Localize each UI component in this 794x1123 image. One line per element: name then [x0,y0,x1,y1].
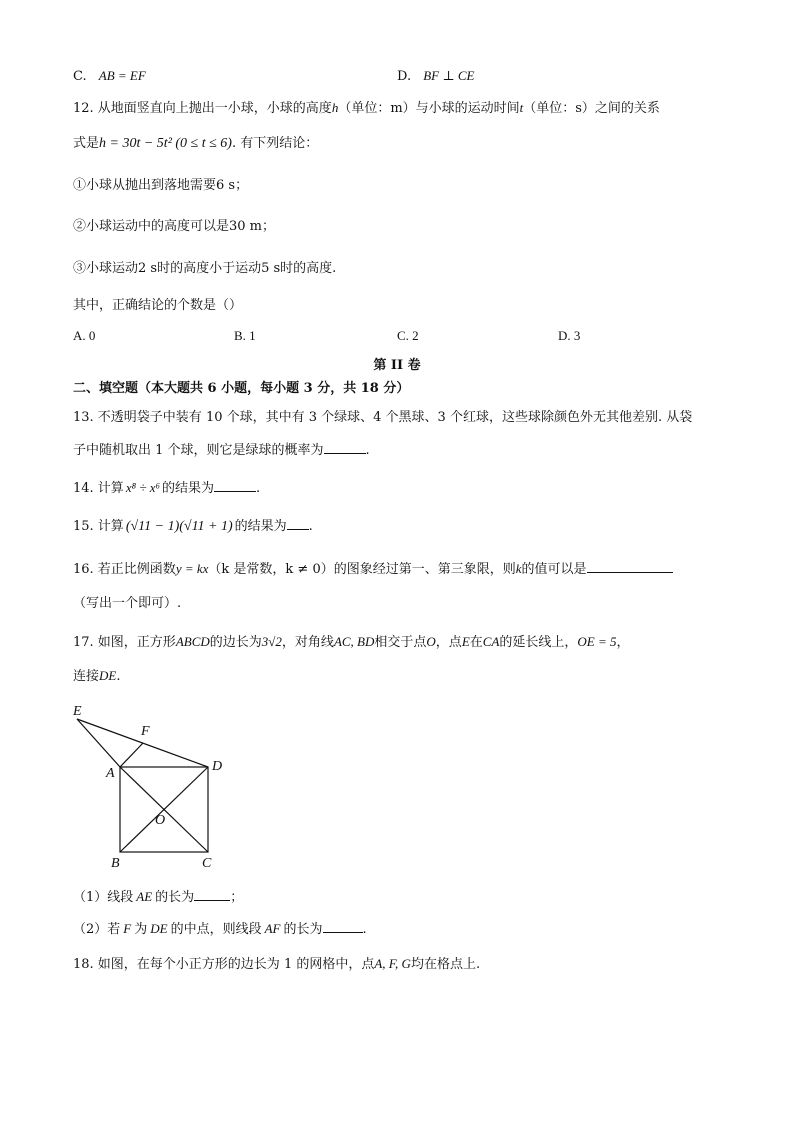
segment-de: DE [150,921,168,936]
text: 18. 如图，在每个小正方形的边长为 1 的网格中，点 [73,957,375,972]
q13-line1: 13. 不透明袋子中装有 10 个球，其中有 3 个绿球、4 个黑球、3 个红球，这些球除颜色外无其他差别. 从袋 [73,410,693,425]
text: . [116,669,121,684]
text: 16. 若正比例函数 [73,562,176,577]
q17-sub2 [73,918,367,940]
option-label: C. [73,69,87,84]
text: 17. 如图，正方形 [73,635,176,650]
label-f: F [141,724,150,739]
text: 的延长线上， [499,635,578,650]
answer-blank[interactable] [287,515,309,530]
point-f: F [123,921,132,936]
q12-line1 [73,98,660,119]
segment-ae: AE [136,889,153,904]
q17-sub1 [73,886,243,908]
label-c: C [202,856,212,871]
square-diagram [66,700,236,872]
points: A, F, G [374,956,411,971]
text: （单位：m）与小球的运动时间 [338,101,520,116]
text: . 有下列结论： [231,136,319,151]
text: （1）线段 [73,890,134,905]
label-e: E [73,704,82,719]
answer-blank[interactable] [587,558,673,573]
q17-line1 [73,632,630,653]
text: 14. 计算 [73,481,124,496]
text: 的结果为 [162,481,215,496]
option-math: AB = EF [98,68,146,83]
text: 12. 从地面竖直向上抛出一小球，小球的高度 [73,101,332,116]
var-h: h [331,100,339,115]
text: ，点 [435,635,462,650]
q11-option-d [397,66,474,87]
q16-line1 [73,558,673,580]
answer-blank[interactable] [324,439,366,454]
q12-line2 [73,134,318,154]
point-o: O [426,634,436,649]
segment-af [120,743,143,767]
diagonals: AC, BD [333,634,375,649]
text: 为 [134,922,148,937]
text: ， [616,635,630,650]
q12-conclusion-1: ①小球从抛出到落地需要6 s； [73,178,249,193]
text: 均在格点上. [410,957,481,972]
answer-blank[interactable] [194,886,230,901]
segment-ea [77,719,120,767]
text: 的长为 [155,890,195,905]
option-label: D. [397,69,412,84]
q15 [73,515,313,537]
expression: (√11 − 1)(√11 + 1) [125,519,233,534]
q12-option-d: D. 3 [558,328,581,343]
segment-ca: CA [482,634,500,649]
label-b: B [111,856,120,871]
text: . [308,519,313,534]
q17-figure [66,700,236,872]
function: y = kx [175,561,209,576]
square-name: ABCD [175,634,210,649]
text: 15. 计算 [73,519,124,534]
text: 的结果为 [234,519,287,534]
label-o: O [155,813,166,828]
point-e: E [461,634,470,649]
q14 [73,477,260,499]
text: 式是 [73,136,100,151]
section-heading: 二、填空题（本大题共 6 小题，每小题 3 分，共 18 分） [73,381,410,396]
text: 连接 [73,669,100,684]
segment-de: DE [99,668,117,683]
text: ； [230,890,244,905]
text: 的值可以是 [521,562,587,577]
q12-option-b: B. 1 [234,328,256,343]
text: 子中随机取出 1 个球，则它是绿球的概率为 [73,443,324,458]
label-a: A [106,766,115,781]
expression: x⁸ ÷ x⁶ [125,480,161,495]
q12-question: 其中，正确结论的个数是（） [73,298,243,313]
q13-line2 [73,439,370,461]
section-title: 第 II 卷 [373,358,421,373]
var-t: t [519,100,524,115]
q17-line2 [73,666,121,687]
text: 在 [469,635,483,650]
text: ，对角线 [281,635,334,650]
text: 的中点，则线段 [170,922,262,937]
var-k: k [515,561,522,576]
q18 [73,954,480,975]
side-length: 3√2 [261,634,282,649]
text: . [365,443,370,458]
oe-value: OE = 5 [577,634,617,649]
label-d: D [212,759,223,774]
text: . [256,481,261,496]
answer-blank[interactable] [214,477,256,492]
answer-blank[interactable] [323,918,363,933]
text: 相交于点 [374,635,427,650]
text: 的边长为 [209,635,262,650]
q12-option-c: C. 2 [397,328,419,343]
option-math: BF ⊥ CE [423,68,475,83]
text: . [362,922,367,937]
text: 的长为 [283,922,323,937]
text: （2）若 [73,922,121,937]
q12-conclusion-2: ②小球运动中的高度可以是30 m； [73,219,276,234]
text: （单位：s）之间的关系 [523,101,660,116]
segment-af: AF [264,921,281,936]
text: （k 是常数，k ≠ 0）的图象经过第一、第三象限，则 [208,562,516,577]
q12-conclusion-3: ③小球运动2 s时的高度小于运动5 s时的高度. [73,261,337,276]
q12-option-a: A. 0 [73,328,96,343]
q16-line2: （写出一个即可）. [73,596,182,611]
q11-option-c [73,66,146,87]
formula: h = 30t − 5t² (0 ≤ t ≤ 6) [99,136,232,151]
